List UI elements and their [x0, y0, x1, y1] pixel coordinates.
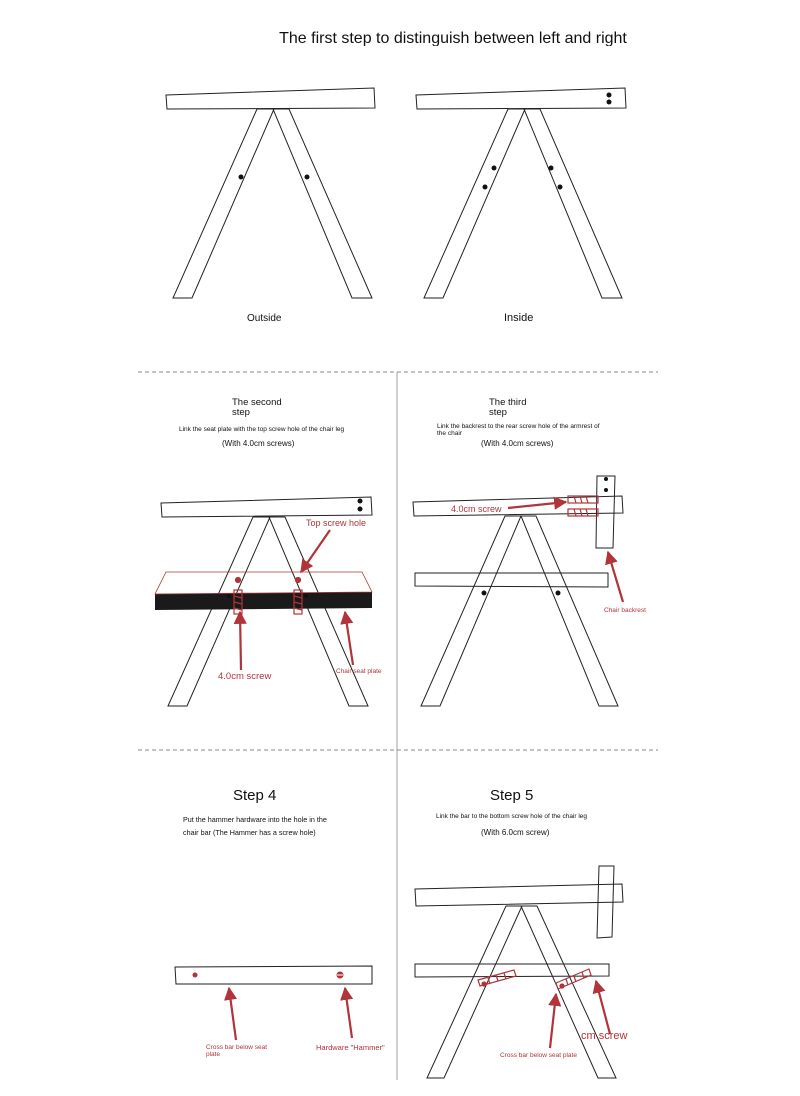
label-inside: Inside — [504, 312, 534, 324]
page-title: The first step to distinguish between left and right — [279, 30, 627, 46]
step2-label-top-hole: Top screw hole — [306, 518, 367, 528]
step2-label-plate: Chair seat plate — [336, 668, 382, 675]
step4-desc: Put the hammer hardware into the hole in the chair bar (The Hammer has a screw hole) — [183, 815, 327, 837]
step3-title: The third step — [489, 397, 527, 418]
step3-screws: (With 4.0cm screws) — [481, 439, 554, 448]
step5-chair-leg — [415, 866, 623, 1078]
step2-title: The second step — [232, 397, 282, 418]
step5-screws: (With 6.0cm screw) — [481, 828, 550, 837]
step2-desc: Link the seat plate with the top screw hole of the chair leg — [179, 426, 345, 433]
outside-chair-leg — [166, 88, 375, 298]
step5-label-screw: cm screw — [581, 1030, 628, 1042]
label-outside: Outside — [247, 313, 282, 324]
step3-desc: Link the backrest to the rear screw hole of the armrest of the chair — [437, 423, 600, 437]
step3-label-screw: 4.0cm screw — [451, 504, 502, 514]
step2-screws: (With 4.0cm screws) — [222, 439, 295, 448]
step4-title: Step 4 — [233, 787, 277, 804]
step4-label-bar: Cross bar below seat plate — [206, 1044, 268, 1058]
step3-label-backrest: Chair backrest — [604, 607, 646, 614]
step5-desc: Link the bar to the bottom screw hole of the chair leg — [436, 813, 588, 820]
step5-title: Step 5 — [490, 787, 534, 804]
step4-label-hammer: Hardware "Hammer" — [316, 1043, 385, 1052]
step5-label-bar: Cross bar below seat plate — [500, 1052, 577, 1059]
step2-label-screw: 4.0cm screw — [218, 671, 272, 682]
step2-seat-plate — [155, 572, 372, 610]
step3-chair-leg — [413, 476, 623, 706]
inside-chair-leg — [416, 88, 626, 298]
screw-holes — [227, 93, 612, 599]
